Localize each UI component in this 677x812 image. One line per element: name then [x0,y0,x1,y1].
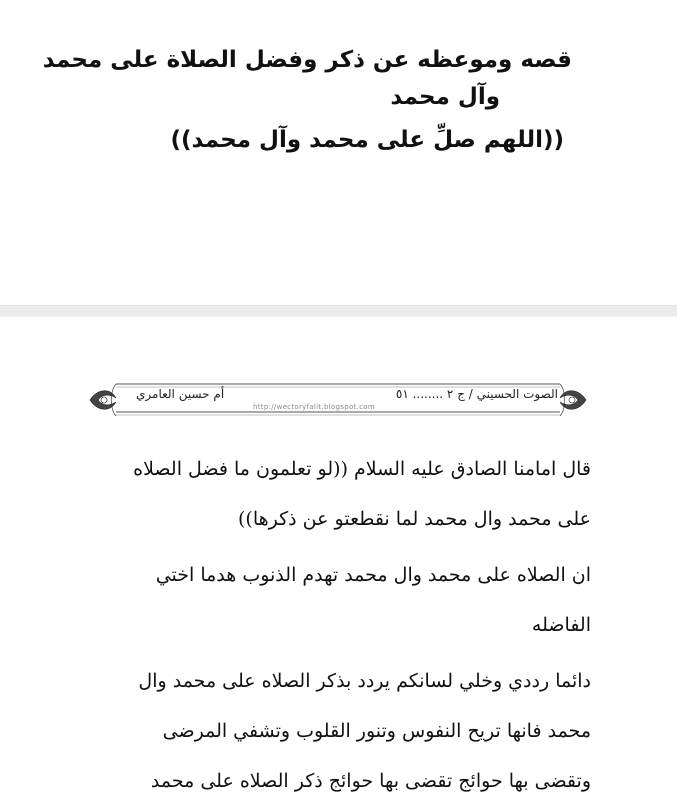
paragraph-1 [86,444,591,544]
paragraph-line: الفاضله [531,614,591,636]
paragraph-line: قال امامنا الصادق عليه السلام ((لو تعلمون ما فضل الصلاه [133,458,591,480]
paragraph-line: دائما رددي وخلي لسانكم يردد بذكر الصلاه على محمد وال [138,670,591,692]
header-author: أم حسين العامري [136,387,225,401]
document-body [86,444,591,812]
page-header-band [88,378,588,426]
document-title [42,42,572,159]
title-line-1: قصه وموعظه عن ذكر وفضل الصلاة على محمد [42,47,572,73]
paragraph-line: محمد فانها تريح النفوس وتنور القلوب وتشفي المرضى [162,720,591,742]
paragraph-3 [86,656,591,806]
title-page [0,0,677,305]
title-line-2: وآل محمد [390,84,500,110]
header-url: http://wectoryfalit.blogspot.com [253,403,375,411]
paragraph-2 [86,550,591,650]
title-line-3: ((اللهم صلِّ على محمد وآل محمد)) [170,127,564,153]
header-book-title: الصوت الحسيني / ج ٢ ........ ٥١ [395,387,558,401]
paragraph-line: ان الصلاه على محمد وال محمد تهدم الذنوب هدما اختي [155,564,591,586]
paragraph-line: وتقضى بها حوائج تقضى بها حوائج ذكر الصلاه على محمد [150,770,591,792]
page-separator [0,305,677,317]
paragraph-line: على محمد وال محمد لما نقطعتو عن ذكرها)) [238,508,591,530]
